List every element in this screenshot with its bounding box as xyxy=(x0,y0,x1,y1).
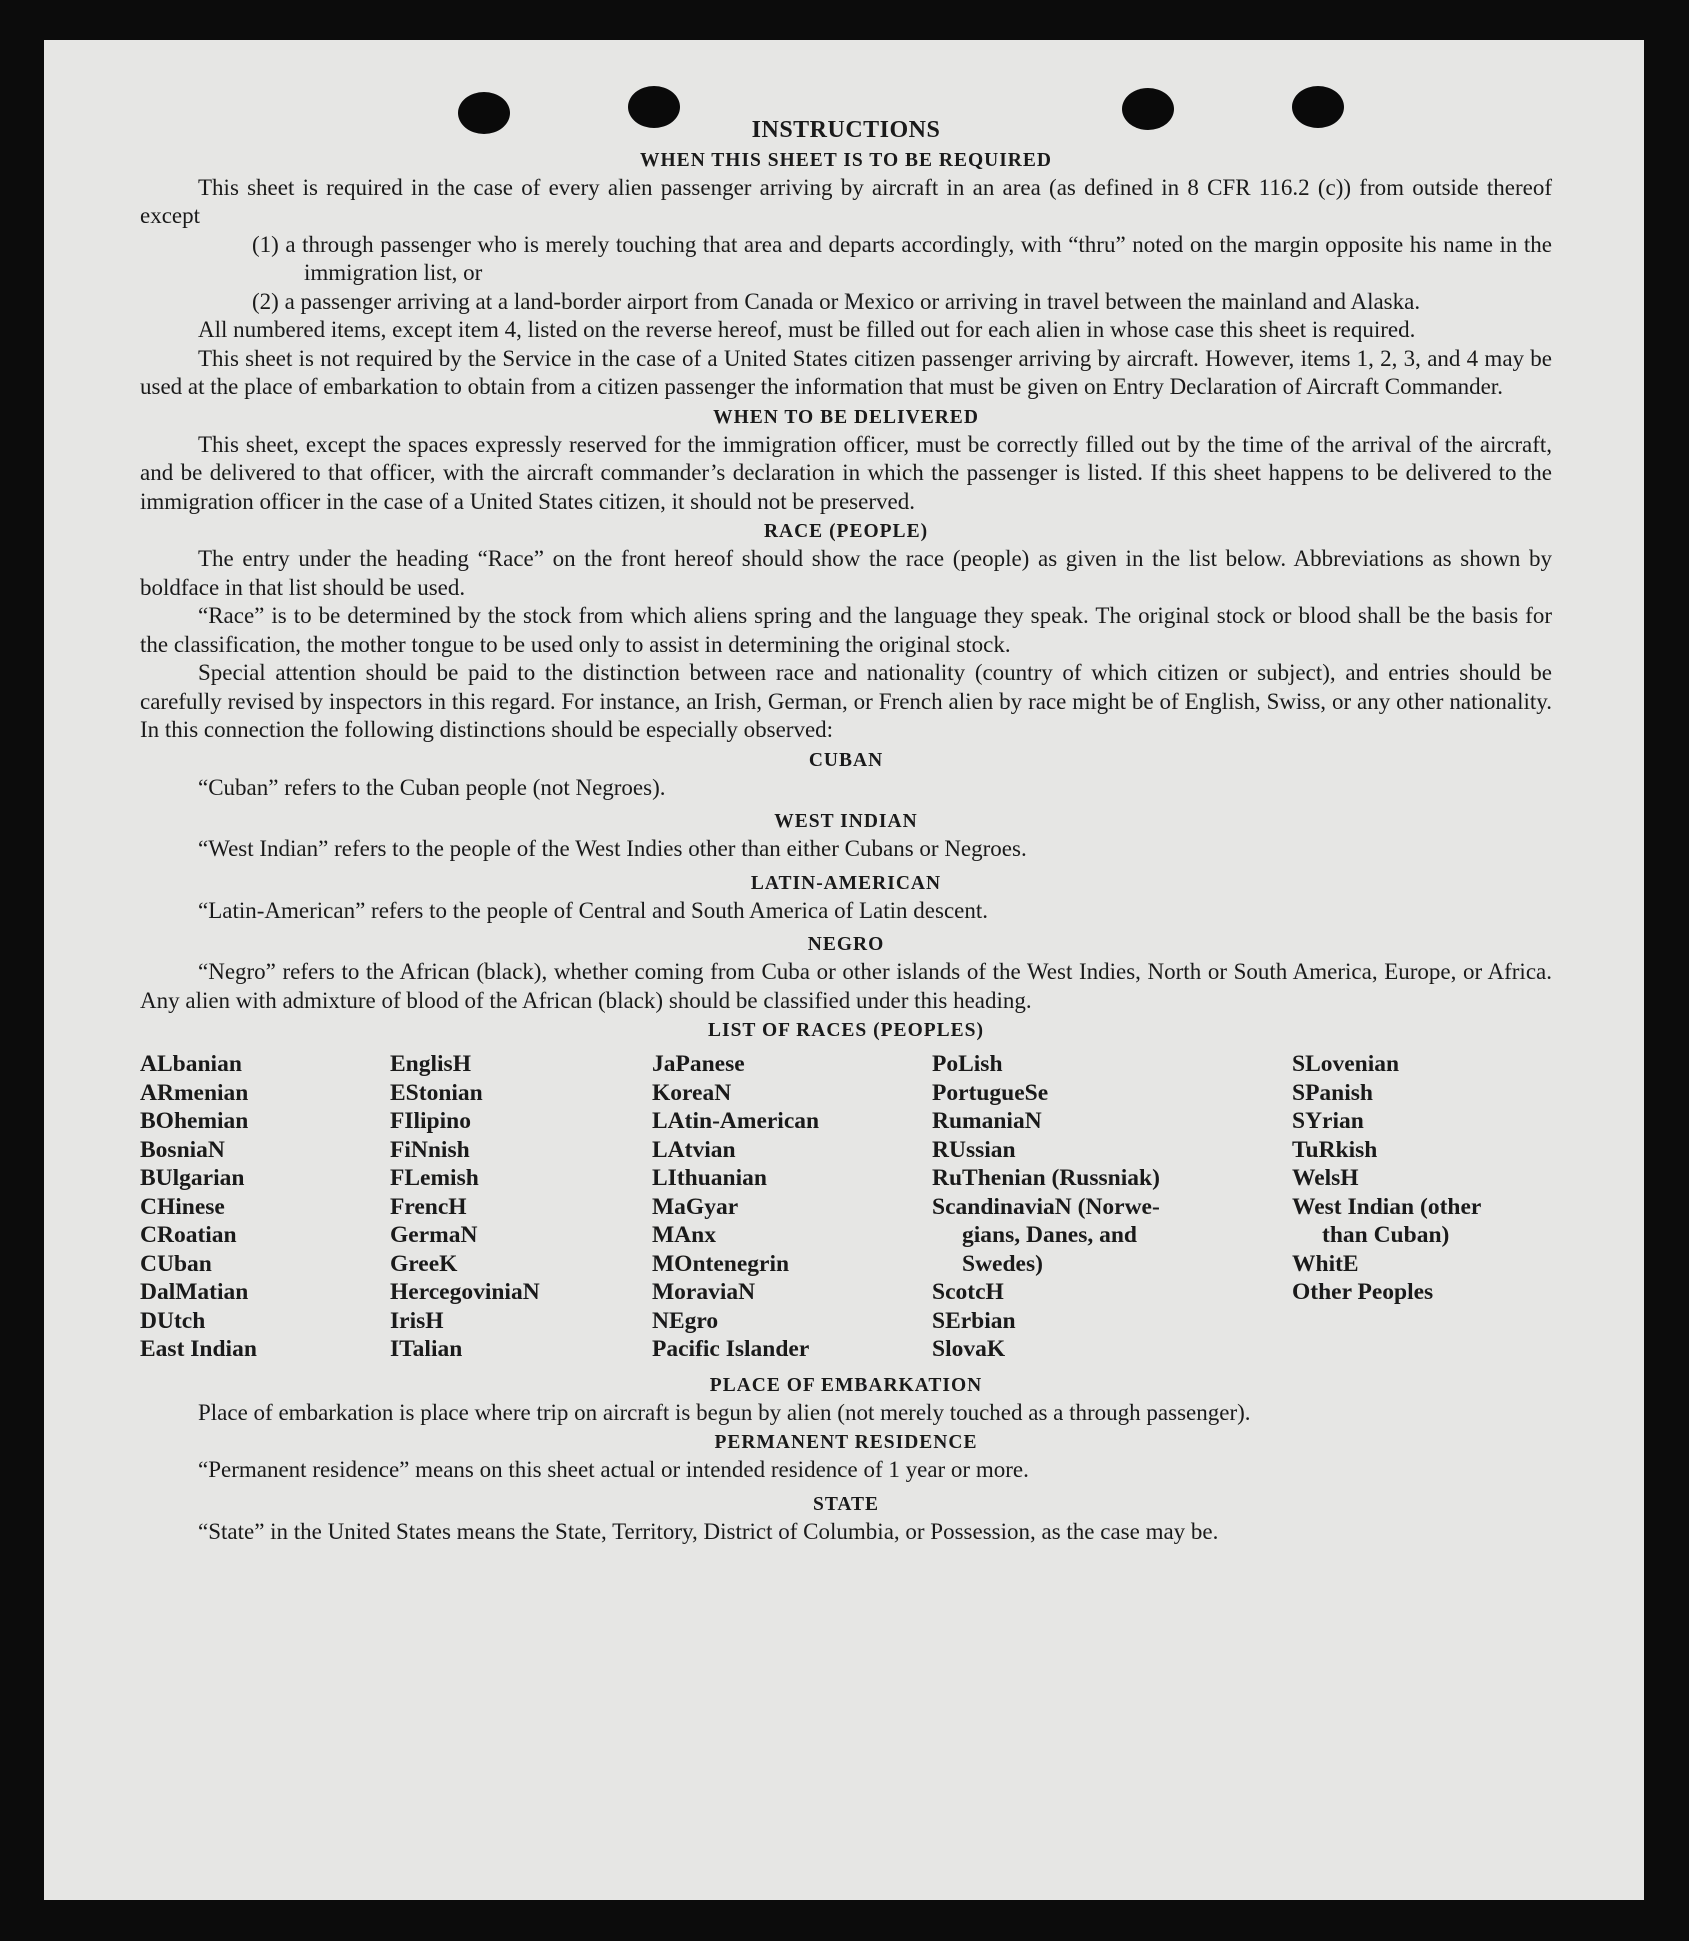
race-entry: PortugueSe xyxy=(932,1079,1049,1106)
paragraph: “Race” is to be determined by the stock from which aliens spring and the language they speak. The original stock or blood shall be the basis for the classification, the mother tongue to be used only to assist in determining the original stock. xyxy=(140,603,1552,657)
paragraph: This sheet is not required by the Service in the case of a United States citizen passenger arriving by aircraft. However, items 1, 2, 3, and 4 may be used at the place of embarkation to obtain from a citizen passenger the information that must be given on Entry Declaration of Aircraft Commander. xyxy=(140,345,1552,399)
paragraph: Special attention should be paid to the distinction between race and nationality (country of which citizen or subject), and entries should be carefully revised by inspectors in this regard. For instance, an Irish, German, or French alien by race might be of English, Swiss, or any other nationality. In this connection the following distinctions should be especially observed: xyxy=(140,660,1552,742)
race-entry: WelsH xyxy=(1292,1165,1359,1191)
race-entry: Pacific Islander xyxy=(652,1336,810,1362)
section-heading: LIST OF RACES (PEOPLES) xyxy=(707,1020,984,1041)
section-heading: STATE xyxy=(812,1493,880,1515)
paragraph: “West Indian” refers to the people of the West Indies other than either Cubans or Negroes. xyxy=(198,836,1027,861)
race-entry: FLemish xyxy=(390,1165,479,1191)
race-entry: BosniaN xyxy=(140,1136,225,1163)
race-entry: IrisH xyxy=(390,1307,444,1334)
race-entry: LIthuanian xyxy=(652,1165,767,1191)
race-entry: BUlgarian xyxy=(140,1165,245,1191)
race-entry: West Indian (other xyxy=(1292,1193,1482,1220)
paragraph: “Permanent residence” means on this sheet actual or intended residence of 1 year or more. xyxy=(198,1457,1029,1482)
race-column xyxy=(390,1050,652,1364)
section-heading: PLACE OF EMBARKATION xyxy=(709,1374,983,1396)
paragraph: “State” in the United States means the State, Territory, District of Columbia, or Possession, as the case may be. xyxy=(198,1518,1219,1544)
race-entry: BOhemian xyxy=(140,1108,249,1134)
race-entry: PoLish xyxy=(932,1051,1003,1077)
race-entry: ScotcH xyxy=(932,1279,1004,1305)
section-heading: WHEN THIS SHEET IS TO BE REQUIRED xyxy=(640,149,1052,171)
race-entry: East Indian xyxy=(140,1336,257,1362)
race-entry: SErbian xyxy=(932,1307,1016,1334)
section-heading: PERMANENT RESIDENCE xyxy=(714,1432,978,1453)
race-entry: FiNnish xyxy=(390,1136,470,1163)
paragraph: “Negro” refers to the African (black), whether coming from Cuba or other islands of the West Indies, North or South America, Europe, or Africa. Any alien with admixture of blood of the African (black) should be classified under this heading. xyxy=(140,959,1552,1013)
race-entry: ITalian xyxy=(390,1336,463,1362)
race-entry: NEgro xyxy=(652,1307,719,1334)
race-entry: FIlipino xyxy=(390,1108,471,1134)
section-heading: WHEN TO BE DELIVERED xyxy=(713,406,979,428)
race-entry: CHinese xyxy=(140,1193,225,1220)
race-entry: GermaN xyxy=(390,1222,478,1248)
race-entry: DalMatian xyxy=(140,1279,249,1305)
paragraph: “Cuban” refers to the Cuban people (not Negroes). xyxy=(198,774,666,800)
section-heading: CUBAN xyxy=(808,749,884,771)
race-entry: ALbanian xyxy=(140,1051,242,1077)
race-column xyxy=(652,1050,932,1364)
race-entry: EStonian xyxy=(390,1079,483,1106)
race-entry: MAnx xyxy=(652,1222,716,1248)
race-entry: GreeK xyxy=(390,1250,458,1277)
race-entry: CRoatian xyxy=(140,1222,237,1248)
paragraph: All numbered items, except item 4, listed on the reverse hereof, must be filled out for each alien in whose case this sheet is required. xyxy=(198,317,1416,342)
race-entry: ScandinaviaN (Norwe- xyxy=(932,1193,1160,1220)
race-entry: TuRkish xyxy=(1292,1136,1378,1163)
race-entry: gians, Danes, and xyxy=(962,1222,1137,1248)
paragraph: This sheet is required in the case of every alien passenger arriving by aircraft in an area (as defined in 8 CFR 116.2 (c)) from outside thereof except xyxy=(140,174,1552,228)
paragraph: This sheet, except the spaces expressly reserved for the immigration officer, must be correctly filled out by the time of the arrival of the aircraft, and be delivered to that officer, with the aircraft commander’s declaration in which the passenger is listed. If this sheet happens to be delivered to the immigration officer in the case of a United States citizen, it should not be preserved. xyxy=(140,431,1552,514)
race-entry: SLovenian xyxy=(1292,1051,1400,1077)
race-column xyxy=(1292,1050,1552,1364)
race-entry: ARmenian xyxy=(140,1079,249,1106)
list-item: (2) a passenger arriving at a land-border airport from Canada or Mexico or arriving in travel between the mainland and Alaska. xyxy=(252,288,1421,314)
race-entry: MaGyar xyxy=(652,1193,739,1220)
section-heading: NEGRO xyxy=(807,934,885,955)
paragraph: “Latin-American” refers to the people of Central and South America of Latin descent. xyxy=(198,897,988,923)
race-entry: SYrian xyxy=(1292,1108,1364,1134)
document-sheet xyxy=(44,40,1644,1900)
race-entry: LAtin-American xyxy=(652,1108,820,1134)
race-list xyxy=(140,1050,1552,1364)
section-heading: WEST INDIAN xyxy=(774,811,918,832)
paragraph: The entry under the heading “Race” on the front hereof should show the race (people) as given in the list below. Abbreviations as shown by boldface in that list should be used. xyxy=(140,546,1552,600)
instructions-content xyxy=(140,116,1552,1546)
race-entry: DUtch xyxy=(140,1307,206,1334)
race-entry: RuThenian (Russniak) xyxy=(932,1165,1160,1191)
race-entry: JaPanese xyxy=(652,1051,745,1077)
section-heading: LATIN-AMERICAN xyxy=(750,872,942,894)
race-entry: RUssian xyxy=(932,1136,1016,1163)
race-entry: MoraviaN xyxy=(652,1279,756,1305)
race-entry: KoreaN xyxy=(652,1079,732,1106)
race-entry: Swedes) xyxy=(962,1250,1043,1277)
race-entry: CUban xyxy=(140,1250,212,1277)
race-column xyxy=(932,1050,1292,1364)
race-entry: than Cuban) xyxy=(1322,1222,1450,1248)
race-entry: EnglisH xyxy=(390,1051,471,1077)
race-entry: SlovaK xyxy=(932,1336,1006,1362)
race-entry: Other Peoples xyxy=(1292,1279,1434,1305)
race-entry: SPanish xyxy=(1292,1079,1373,1106)
race-entry: HercegoviniaN xyxy=(390,1279,540,1305)
page-title: INSTRUCTIONS xyxy=(751,117,941,143)
race-entry: LAtvian xyxy=(652,1136,736,1163)
race-entry: FrencH xyxy=(390,1193,467,1220)
list-item: (1) a through passenger who is merely touching that area and departs accordingly, with “thru” noted on the margin opposite his name in the immigration list, or xyxy=(252,231,1552,285)
section-heading: RACE (PEOPLE) xyxy=(763,521,929,542)
paragraph: Place of embarkation is place where trip on aircraft is begun by alien (not merely touched as a through passenger). xyxy=(198,1399,1251,1425)
race-entry: MOntenegrin xyxy=(652,1250,790,1277)
race-entry: RumaniaN xyxy=(932,1108,1042,1134)
race-column xyxy=(140,1050,390,1364)
race-entry: WhitE xyxy=(1292,1250,1359,1277)
